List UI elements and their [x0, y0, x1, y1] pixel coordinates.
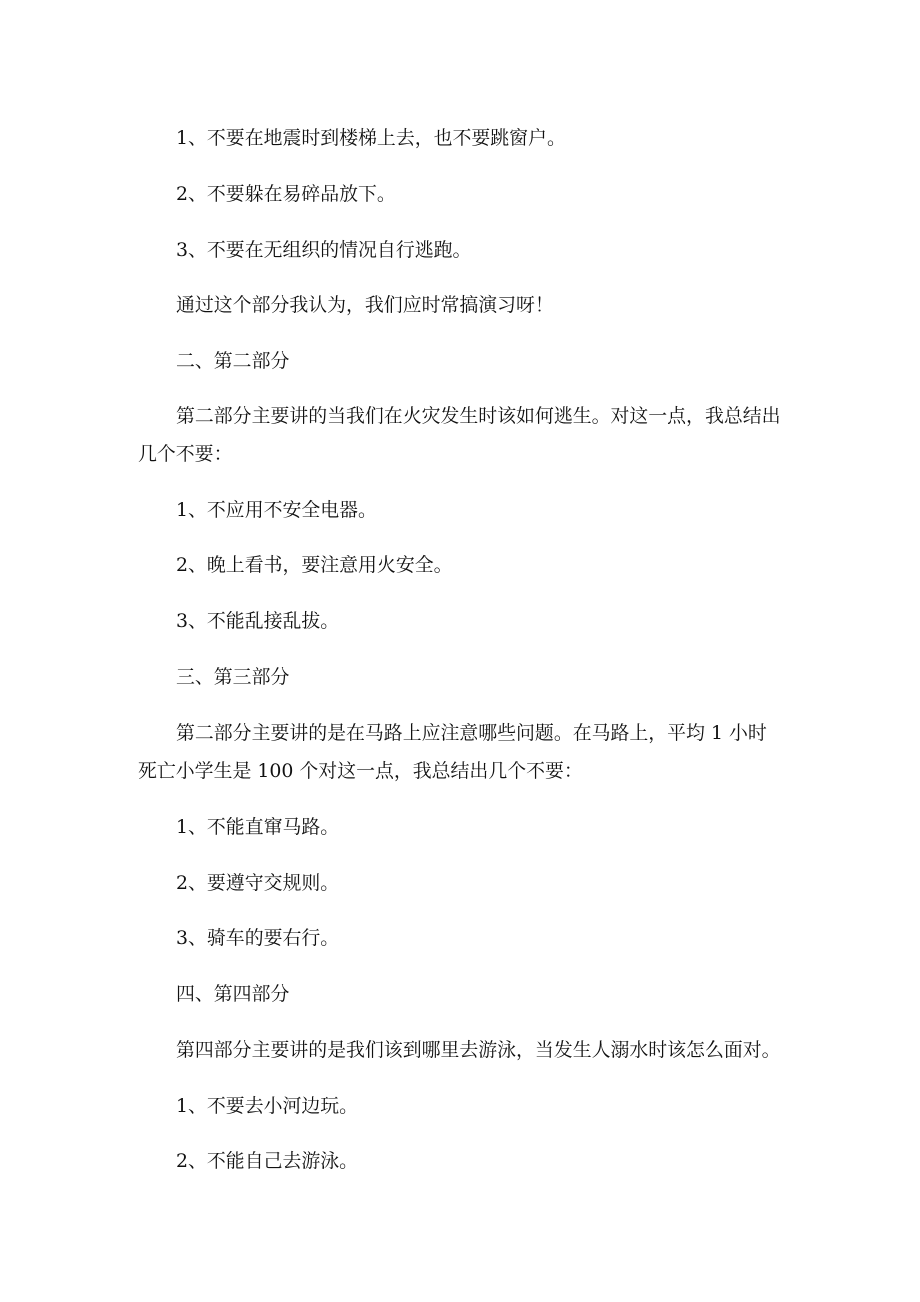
list-item-fire-1: 1、不应用不安全电器。: [176, 499, 377, 521]
list-item-swim-1: 1、不要去小河边玩。: [176, 1095, 359, 1117]
list-item-earthquake-1: 1、不要在地震时到楼梯上去，也不要跳窗户。: [176, 127, 566, 149]
list-item-road-2: 2、要遵守交规则。: [176, 872, 340, 894]
list-item-road-3: 3、骑车的要右行。: [176, 927, 340, 949]
list-item-swim-2: 2、不能自己去游泳。: [176, 1150, 359, 1172]
list-item-earthquake-3: 3、不要在无组织的情况自行逃跑。: [176, 239, 472, 261]
section-heading-part3: 三、第三部分: [176, 666, 290, 688]
list-item-road-1: 1、不能直窜马路。: [176, 816, 340, 838]
section-heading-part2: 二、第二部分: [176, 350, 290, 372]
list-item-fire-3: 3、不能乱接乱拔。: [176, 610, 340, 632]
list-item-fire-2: 2、晚上看书，要注意用火安全。: [176, 554, 453, 576]
paragraph-part4-intro: 第四部分主要讲的是我们该到哪里去游泳，当发生人溺水时该怎么面对。: [176, 1039, 781, 1061]
paragraph-part3-intro: 第二部分主要讲的是在马路上应注意哪些问题。在马路上，平均 1 小时死亡小学生是 100 个对这一点，我总结出几个不要：: [138, 722, 767, 782]
paragraph-part2-intro: 第二部分主要讲的当我们在火灾发生时该如何逃生。对这一点，我总结出几个不要：: [138, 405, 781, 465]
list-item-earthquake-2: 2、不要躲在易碎品放下。: [176, 183, 396, 205]
paragraph-conclusion-part1: 通过这个部分我认为，我们应时常搞演习呀！: [176, 294, 554, 316]
section-heading-part4: 四、第四部分: [176, 983, 290, 1005]
